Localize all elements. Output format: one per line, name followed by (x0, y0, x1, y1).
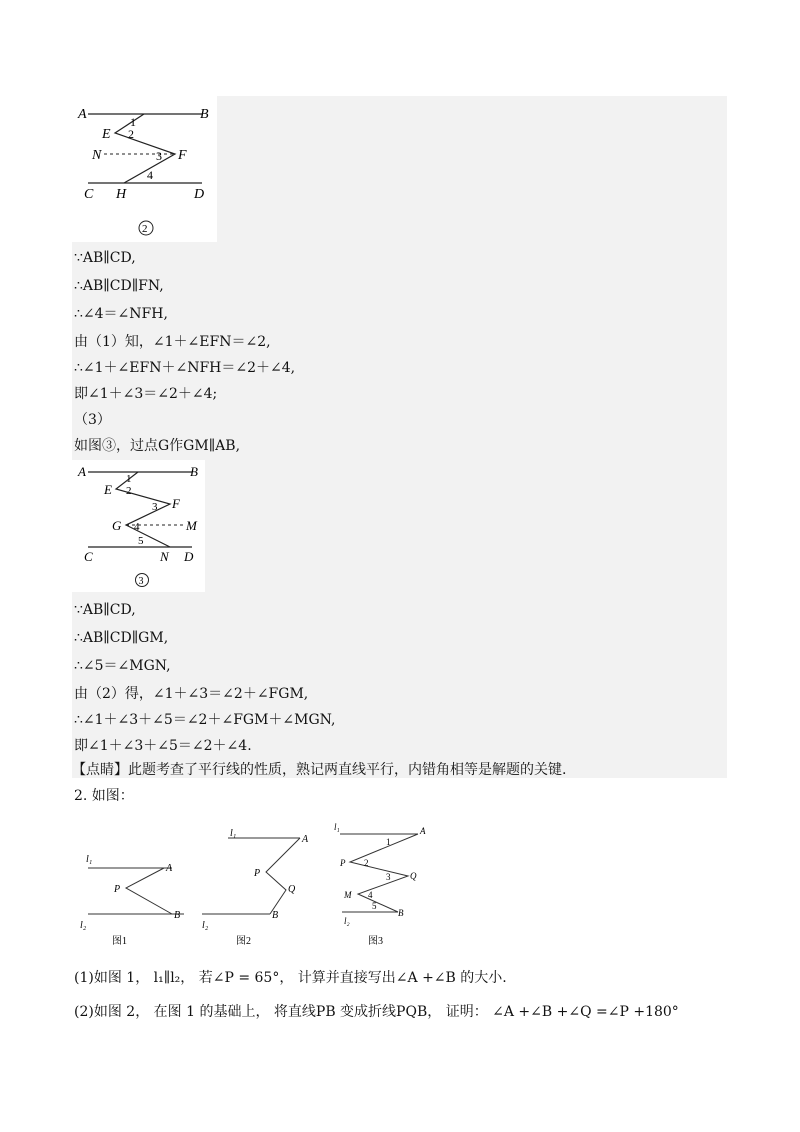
proof2-line-6: 即∠1＋∠3＝∠2＋∠4; (74, 386, 218, 402)
q2-figure-1 (80, 850, 200, 950)
label-P: P (340, 858, 346, 868)
label-l1: l₁ (230, 828, 237, 839)
angle-2: 2 (364, 858, 369, 868)
label-C: C (84, 549, 93, 564)
figure-2 (72, 96, 217, 242)
label-l2: l₂ (344, 916, 350, 926)
figure-3 (72, 460, 205, 592)
label-E: E (102, 127, 111, 142)
proof2-line-2: ∴AB∥CD∥FN, (74, 278, 164, 294)
angle-2: 2 (126, 485, 132, 497)
angle-5: 5 (372, 901, 377, 911)
label-D: D (194, 187, 205, 202)
angle-4: 4 (134, 521, 140, 533)
proof2-line-7: （3） (74, 412, 111, 428)
proof2-line-3: ∴∠4＝∠NFH, (74, 306, 168, 322)
question-2-part-2: (2)如图 2， 在图 1 的基础上， 将直线PB 变成折线PQB， 证明： ∠A +∠B +∠Q =∠P +180° (74, 1004, 679, 1020)
proof3-line-2: ∴AB∥CD∥GM, (74, 630, 169, 646)
label-l1: l₁ (334, 822, 340, 832)
question-2-part-1: (1)如图 1， l₁∥l₂， 若∠P = 65°， 计算并直接写出∠A +∠B 的大小. (74, 970, 507, 986)
label-B: B (200, 107, 209, 122)
proof3-line-1: ∵AB∥CD, (74, 602, 136, 618)
label-M: M (186, 518, 197, 533)
label-P: P (254, 868, 261, 879)
label-A: A (78, 107, 87, 122)
angle-1: 1 (386, 837, 391, 847)
caption-fig3: 图3 (368, 936, 383, 947)
proof3-line-5: ∴∠1＋∠3＋∠5＝∠2＋∠FGM＋∠MGN, (74, 712, 336, 728)
q2-figure-2-diagram (200, 826, 320, 950)
angle-1: 1 (126, 473, 132, 485)
label-Q: Q (288, 884, 296, 895)
label-F: F (178, 148, 187, 163)
proof2-line-1: ∵AB∥CD, (74, 250, 136, 266)
label-l2: l₂ (80, 920, 87, 931)
figure-2-diagram (72, 96, 217, 242)
figure-3-number: 3 (138, 576, 144, 587)
angle-1: 1 (130, 115, 136, 129)
label-E: E (104, 482, 112, 497)
label-B: B (174, 910, 181, 921)
proof2-line-4: 由（1）知，∠1＋∠EFN＝∠2, (74, 334, 271, 350)
label-B: B (190, 464, 198, 479)
question-2-heading: 2. 如图： (74, 788, 134, 804)
label-M: M (344, 890, 352, 900)
angle-3: 3 (152, 501, 158, 513)
angle-4: 4 (368, 890, 373, 900)
caption-fig2: 图2 (236, 936, 251, 947)
proof2-line-5: ∴∠1＋∠EFN＋∠NFH＝∠2＋∠4, (74, 360, 296, 376)
label-l2: l₂ (202, 920, 209, 931)
label-Q: Q (410, 871, 417, 881)
label-P: P (114, 884, 121, 895)
label-F: F (172, 496, 180, 511)
label-G: G (112, 518, 122, 533)
angle-2: 2 (128, 127, 134, 141)
q2-figure-3 (328, 820, 438, 950)
label-A: A (78, 464, 86, 479)
proof3-line-3: ∴∠5＝∠MGN, (74, 658, 171, 674)
proof3-line-6: 即∠1＋∠3＋∠5＝∠2＋∠4. (74, 738, 252, 754)
angle-5: 5 (138, 535, 144, 547)
angle-3: 3 (156, 149, 162, 163)
label-B: B (398, 908, 404, 918)
label-N: N (160, 549, 169, 564)
label-D: D (184, 549, 194, 564)
caption-fig1: 图1 (112, 936, 127, 947)
comment-line: 【点睛】此题考查了平行线的性质，熟记两直线平行，内错角相等是解题的关键. (72, 762, 567, 778)
q2-figure-3-diagram (328, 820, 438, 950)
angle-4: 4 (147, 168, 153, 182)
figure-2-number: 2 (142, 223, 148, 235)
proof2-line-8: 如图③，过点G作GM∥AB, (74, 438, 241, 454)
label-C: C (84, 187, 94, 202)
label-l1: l₁ (86, 854, 93, 865)
q2-figure-1-diagram (80, 850, 200, 950)
label-A: A (420, 826, 426, 836)
label-B: B (272, 910, 279, 921)
angle-3: 3 (386, 872, 391, 882)
label-A: A (302, 834, 309, 845)
label-A: A (166, 863, 173, 874)
proof3-line-4: 由（2）得，∠1＋∠3＝∠2＋∠FGM, (74, 686, 309, 702)
figure-3-diagram (72, 460, 205, 592)
label-N: N (92, 148, 102, 163)
label-H: H (116, 187, 127, 202)
q2-figure-2 (200, 826, 320, 950)
